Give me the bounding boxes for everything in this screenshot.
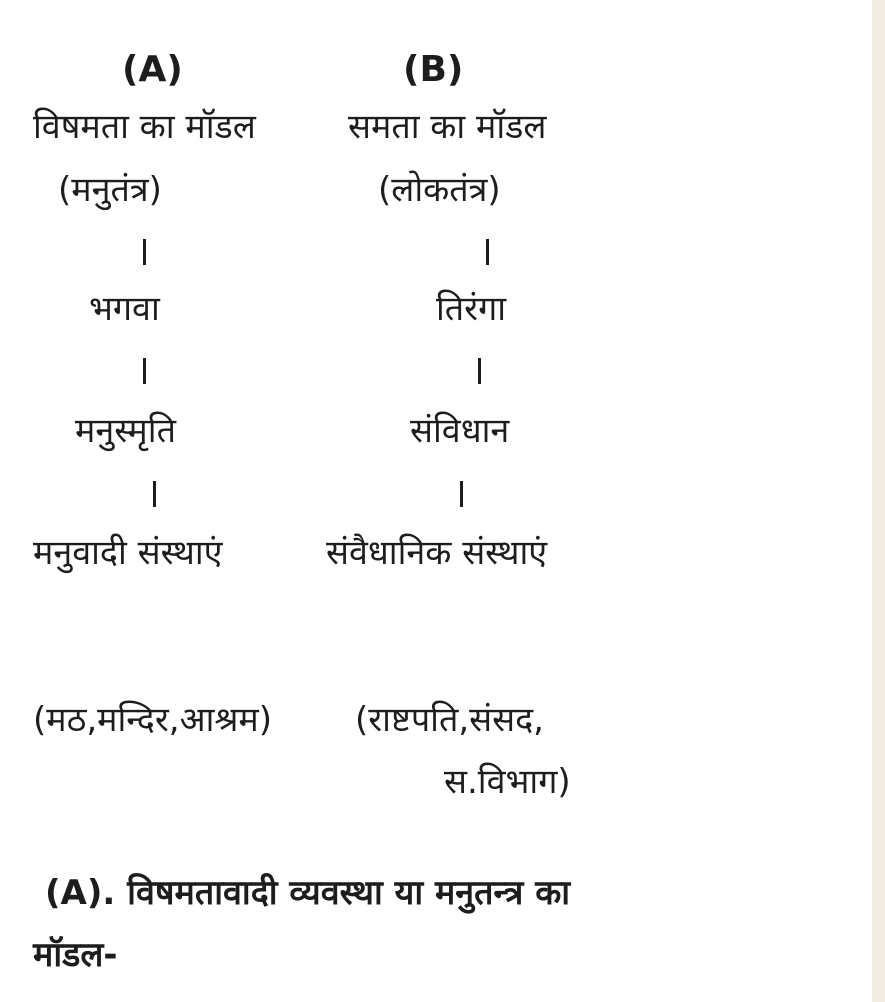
connector-a-1 (143, 239, 146, 265)
column-b-model: समता का मॉडल (348, 107, 547, 147)
column-b-label: (B) (403, 49, 464, 90)
connector-b-3 (460, 481, 463, 507)
column-a-flag: भगवा (89, 289, 160, 329)
connector-b-2 (478, 358, 481, 384)
column-b-text: संविधान (410, 411, 510, 451)
column-b-system: (लोकतंत्र) (378, 170, 501, 210)
column-a-label: (A) (122, 49, 183, 90)
column-b-examples-line1: (राष्टपति,संसद, (355, 700, 544, 740)
section-heading-line1: (A). विषमतावादी व्यवस्था या मनुतन्त्र का (45, 873, 571, 913)
column-a-examples: (मठ,मन्दिर,आश्रम) (33, 700, 272, 740)
connector-b-1 (486, 239, 489, 265)
column-a-institutions: मनुवादी संस्थाएं (33, 533, 223, 573)
page-edge (872, 0, 885, 1002)
connector-a-2 (143, 358, 146, 384)
column-b-flag: तिरंगा (436, 289, 507, 329)
column-a-system: (मनुतंत्र) (58, 170, 162, 210)
column-b-institutions: संवैधानिक संस्थाएं (326, 533, 548, 573)
connector-a-3 (153, 481, 156, 507)
column-a-text: मनुस्मृति (75, 411, 176, 451)
column-b-examples-line2: स.विभाग) (444, 762, 571, 802)
section-heading-line2: मॉडल- (33, 935, 118, 975)
column-a-model: विषमता का मॉडल (33, 107, 256, 147)
